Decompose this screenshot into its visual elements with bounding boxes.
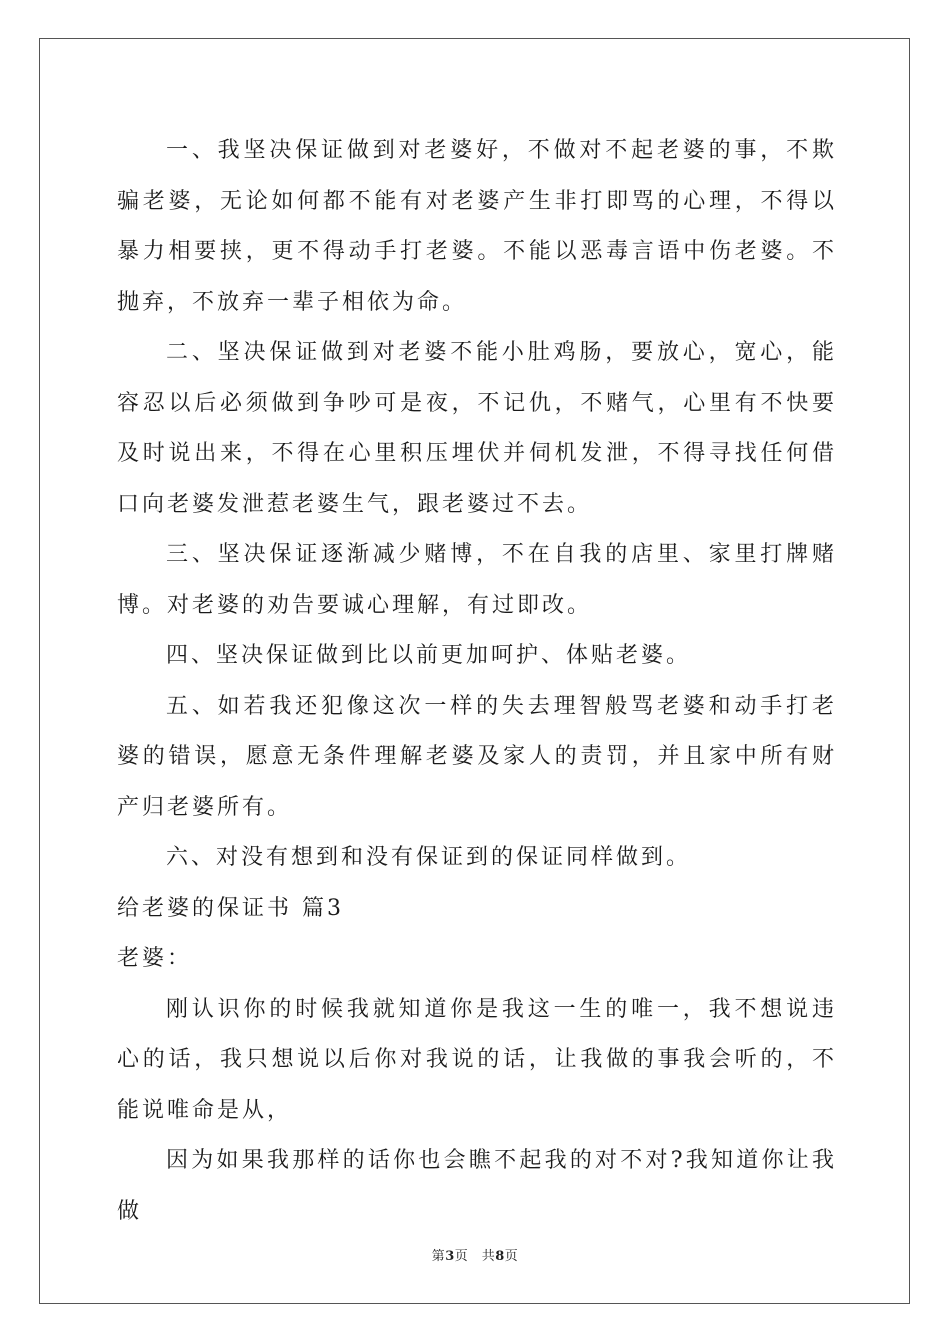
paragraph-5: 五、如若我还犯像这次一样的失去理智般骂老婆和动手打老婆的错误，愿意无条件理解老婆及家人的责罚，并且家中所有财产归老婆所有。 [117, 693, 837, 820]
paragraph-6: 六、对没有想到和没有保证到的保证同样做到。 [166, 845, 692, 870]
paragraph-7: 刚认识你的时候我就知道你是我这一生的唯一，我不想说违心的话，我只想说以后你对我说的话，让我做的事我会听的，不能说唯命是从， [117, 996, 837, 1123]
page-footer [0, 1245, 950, 1264]
footer-suffix: 页 [504, 1249, 519, 1264]
footer-prefix: 第 [431, 1249, 446, 1264]
document-body [117, 126, 837, 1237]
salutation: 老婆： [117, 946, 193, 971]
footer-current-page: 3 [445, 1249, 455, 1264]
paragraph-8: 因为如果我那样的话你也会瞧不起我的对不对?我知道你让我做 [117, 1148, 837, 1224]
footer-mid: 页 共 [454, 1249, 496, 1264]
section-title: 给老婆的保证书 篇3 [117, 895, 344, 921]
paragraph-4: 四、坚决保证做到比以前更加呵护、体贴老婆。 [166, 643, 692, 668]
paragraph-1: 一、我坚决保证做到对老婆好，不做对不起老婆的事，不欺骗老婆，无论如何都不能有对老婆产生非打即骂的心理，不得以暴力相要挟，更不得动手打老婆。不能以恶毒言语中伤老婆。不抛弃，不放弃一辈子相依为命。 [117, 138, 837, 315]
paragraph-2: 二、坚决保证做到对老婆不能小肚鸡肠，要放心，宽心，能容忍以后必须做到争吵可是夜，不记仇，不赌气，心里有不快要及时说出来，不得在心里积压埋伏并伺机发泄，不得寻找任何借口向老婆发泄惹老婆生气，跟老婆过不去。 [117, 340, 837, 517]
footer-total-pages: 8 [495, 1249, 505, 1264]
paragraph-3: 三、坚决保证逐渐减少赌博，不在自我的店里、家里打牌赌博。对老婆的劝告要诚心理解，有过即改。 [117, 542, 837, 618]
